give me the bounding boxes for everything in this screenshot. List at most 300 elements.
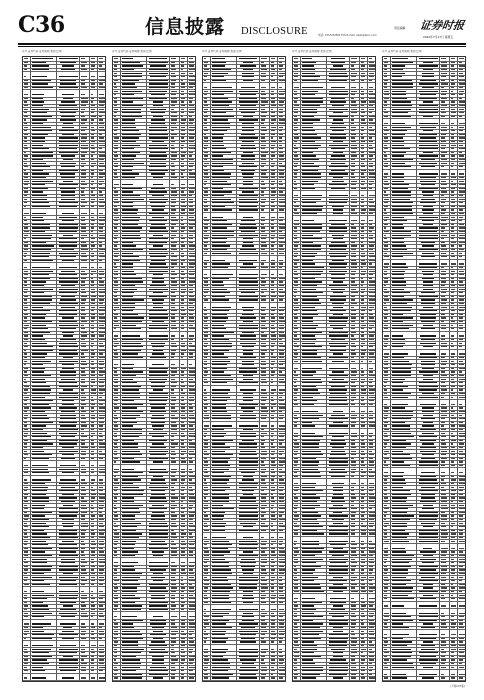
table-cell-text <box>181 670 184 671</box>
table-cell-text <box>331 148 345 149</box>
table-cell-text <box>294 87 299 88</box>
table-cell-text <box>91 224 94 225</box>
table-cell-text <box>122 397 140 398</box>
table-cell-text <box>24 515 29 516</box>
table-cell-text <box>81 217 85 218</box>
table-cell-text <box>91 217 94 218</box>
table-cell-text <box>279 559 285 560</box>
table-cell-text <box>32 303 50 304</box>
table-cell-text <box>114 98 117 99</box>
table-cell-text <box>122 267 133 268</box>
table-cell-text <box>451 127 453 128</box>
table-cell-text <box>171 400 176 401</box>
table-cell-text <box>81 242 86 243</box>
table-cell-text <box>369 454 374 455</box>
table-cell-text <box>384 181 388 182</box>
table-cell-text <box>239 548 258 549</box>
table-cell-text <box>243 152 254 153</box>
table-cell-text <box>151 343 166 344</box>
table-cell-text <box>91 235 93 236</box>
table-cell-text <box>239 508 256 509</box>
table-cell-text <box>24 533 27 534</box>
table-cell-text <box>181 314 186 315</box>
table-cell-text <box>212 209 232 210</box>
table-cell-text <box>351 634 355 635</box>
table-cell-text <box>369 274 373 275</box>
table-cell-text <box>369 155 373 156</box>
table-cell-text <box>271 116 275 117</box>
table-cell-text <box>189 274 194 275</box>
table-cell-text <box>294 224 299 225</box>
table-cell-text <box>59 382 78 383</box>
table-cell-text <box>60 609 77 610</box>
table-cell-text <box>419 58 438 59</box>
table-cell-text <box>369 314 373 315</box>
table-cell-text <box>59 569 78 570</box>
table-cell-text <box>24 616 28 617</box>
table-cell-text <box>451 65 454 66</box>
table-cell-text <box>171 137 174 138</box>
table-cell-text <box>212 91 233 92</box>
table-cell-text <box>302 584 320 585</box>
table-cell-text <box>152 656 165 657</box>
table-cell-text <box>99 551 104 552</box>
table-cell-text <box>24 249 28 250</box>
table-cell-text <box>204 346 207 347</box>
table-cell-text <box>351 152 356 153</box>
table-cell-text <box>122 249 143 250</box>
table-cell-text <box>369 587 375 588</box>
table-cell-text <box>451 191 454 192</box>
table-cell-text <box>99 483 103 484</box>
table-cell-text <box>149 335 168 336</box>
table-cell-text <box>441 87 444 88</box>
table-cell-text <box>99 249 105 250</box>
table-cell-text <box>369 202 374 203</box>
table-cell-text <box>204 62 208 63</box>
table-cell-text <box>122 411 143 412</box>
table-cell-text <box>189 458 192 459</box>
table-cell-text <box>261 328 267 329</box>
table-cell-text <box>99 415 105 416</box>
table-cell-text <box>24 490 27 491</box>
table-cell-text <box>212 249 227 250</box>
table-cell-text <box>271 429 274 430</box>
table-cell-text <box>204 674 208 675</box>
table-cell-text <box>189 80 196 81</box>
table-cell-text <box>204 569 208 570</box>
table-cell-text <box>261 523 265 524</box>
table-cell-text <box>59 659 78 660</box>
table-cell-text <box>279 296 284 297</box>
table-cell-text <box>81 188 85 189</box>
table-cell-text <box>261 454 267 455</box>
table-cell-text <box>271 361 275 362</box>
table-cell-text <box>63 235 73 236</box>
table-cell-text <box>302 659 313 660</box>
table-cell-text <box>333 422 342 423</box>
table-cell-text <box>181 537 184 538</box>
table-cell-text <box>91 530 94 531</box>
table-cell-text <box>122 620 143 621</box>
table-cell-text <box>91 335 95 336</box>
table-cell-text <box>279 350 284 351</box>
table-cell-text <box>294 281 298 282</box>
table-cell-text <box>330 350 346 351</box>
table-cell-text <box>99 541 104 542</box>
table-cell-text <box>114 163 118 164</box>
table-cell-text <box>302 285 317 286</box>
table-cell-text <box>271 555 276 556</box>
table-cell-text <box>392 177 404 178</box>
table-cell-text <box>189 620 194 621</box>
table-cell-text <box>212 573 232 574</box>
table-cell-text <box>369 422 375 423</box>
table-cell-text <box>392 65 405 66</box>
table-cell-text <box>204 209 208 210</box>
table-cell-text <box>81 357 85 358</box>
table-cell-text <box>81 659 84 660</box>
table-cell-text <box>24 638 26 639</box>
table-cell-text <box>261 573 267 574</box>
table-cell-text <box>99 119 103 120</box>
table-cell-text <box>212 134 224 135</box>
table-cell-text <box>279 274 283 275</box>
table-cell-text <box>212 602 231 603</box>
table-cell-text <box>243 263 254 264</box>
table-cell-text <box>171 87 175 88</box>
table-cell-text <box>91 127 94 128</box>
table-cell-text <box>81 166 84 167</box>
table-cell-text <box>459 195 463 196</box>
table-cell-text <box>32 551 45 552</box>
table-cell-text <box>240 339 257 340</box>
table-cell-text <box>122 371 143 372</box>
table-cell-text <box>279 454 282 455</box>
table-cell-text <box>91 569 94 570</box>
table-cell-text <box>302 591 324 592</box>
table-cell-text <box>171 523 176 524</box>
table-cell-text <box>32 602 43 603</box>
table-cell-text <box>122 609 141 610</box>
table-cell-text <box>384 227 386 228</box>
table-cell-text <box>279 130 282 131</box>
table-cell-text <box>351 224 354 225</box>
table-cell-text <box>59 343 77 344</box>
table-cell-text <box>361 361 363 362</box>
table-cell-text <box>91 123 93 124</box>
table-cell-text <box>32 163 46 164</box>
table-cell-text <box>114 123 118 124</box>
table-cell-text <box>294 98 298 99</box>
table-cell-text <box>181 83 185 84</box>
table-cell-text <box>181 407 185 408</box>
table-cell-text <box>420 177 437 178</box>
table-cell-text <box>91 296 96 297</box>
table-cell-text <box>459 91 464 92</box>
table-cell-text <box>361 677 365 678</box>
table-cell-text <box>122 382 137 383</box>
table-cell-text <box>81 541 84 542</box>
table-cell-text <box>171 418 178 419</box>
table-cell-text <box>81 530 86 531</box>
table-cell-text <box>181 335 184 336</box>
table-cell-text <box>204 526 208 527</box>
table-cell-text <box>181 368 186 369</box>
table-cell-text <box>24 677 27 678</box>
table-cell-text <box>279 91 285 92</box>
table-cell-text <box>239 188 258 189</box>
table-cell-text <box>212 490 225 491</box>
table-cell-text <box>329 332 348 333</box>
table-cell-text <box>114 659 116 660</box>
table-cell-text <box>63 627 72 628</box>
table-cell-text <box>330 310 347 311</box>
table-cell-text <box>150 109 166 110</box>
table-cell-text <box>122 472 143 473</box>
table-cell-text <box>361 433 364 434</box>
table-cell-text <box>302 145 321 146</box>
table-cell-text <box>331 242 345 243</box>
table-cell-text <box>261 641 266 642</box>
table-cell-text <box>153 638 162 639</box>
table-cell-text <box>271 123 274 124</box>
table-cell-text <box>279 227 285 228</box>
table-cell-text <box>271 274 274 275</box>
table-cell-text <box>81 62 87 63</box>
table-cell-text <box>294 645 299 646</box>
table-cell-text <box>171 526 177 527</box>
table-cell-text <box>271 184 274 185</box>
table-cell-text <box>99 523 103 524</box>
table-cell-text <box>32 483 45 484</box>
table-cell-text <box>351 469 356 470</box>
table-cell-text <box>204 566 208 567</box>
table-cell-text <box>204 580 209 581</box>
table-cell-text <box>279 598 285 599</box>
table-cell-text <box>351 325 355 326</box>
table-cell-text <box>91 494 96 495</box>
table-cell-text <box>392 73 405 74</box>
table-cell-text <box>114 469 119 470</box>
table-cell-text <box>181 555 185 556</box>
table-cell-text <box>91 508 94 509</box>
table-cell-text <box>212 274 233 275</box>
table-cell-text <box>441 105 447 106</box>
table-cell-text <box>24 551 28 552</box>
table-cell-text <box>239 425 258 426</box>
table-cell-text <box>122 317 144 318</box>
table-cell-text <box>114 670 118 671</box>
table-cell-text <box>24 170 26 171</box>
table-cell-text <box>261 227 265 228</box>
table-cell-text <box>24 634 27 635</box>
table-cell-text <box>91 314 95 315</box>
table-cell-text <box>181 544 186 545</box>
table-cell-text <box>279 209 284 210</box>
table-cell-text <box>91 159 94 160</box>
table-cell-text <box>294 141 297 142</box>
table-cell-text <box>32 130 52 131</box>
table-cell-text <box>212 530 225 531</box>
table-cell-text <box>239 274 258 275</box>
table-cell-text <box>24 443 27 444</box>
table-cell-text <box>361 386 364 387</box>
table-cell-text <box>271 631 275 632</box>
table-cell-text <box>302 278 315 279</box>
table-cell-text <box>212 217 223 218</box>
table-cell-text <box>294 303 298 304</box>
table-cell-text <box>171 195 177 196</box>
table-cell-text <box>351 159 355 160</box>
table-cell-text <box>24 353 27 354</box>
table-cell-text <box>369 440 373 441</box>
table-cell-text <box>99 274 104 275</box>
table-cell-text <box>204 159 207 160</box>
table-cell-text <box>361 91 364 92</box>
table-cell-text <box>351 350 355 351</box>
table-cell-text <box>150 152 166 153</box>
table-cell-text <box>441 217 448 218</box>
table-cell-text <box>204 418 209 419</box>
table-cell-text <box>189 317 194 318</box>
table-cell-text <box>24 69 27 70</box>
table-cell-text <box>294 263 297 264</box>
table-cell-text <box>181 501 183 502</box>
table-cell-text <box>91 245 95 246</box>
table-cell-text <box>361 134 363 135</box>
table-cell-text <box>99 602 105 603</box>
table-cell-text <box>181 350 186 351</box>
table-cell-text <box>99 328 105 329</box>
table-cell-text <box>189 418 195 419</box>
table-cell-text <box>351 400 354 401</box>
table-cell-text <box>279 515 282 516</box>
table-cell-text <box>24 325 29 326</box>
table-cell-text <box>181 116 183 117</box>
table-cell-text <box>91 515 95 516</box>
table-cell-text <box>369 656 374 657</box>
table-cell-text <box>212 638 228 639</box>
table-cell-text <box>204 530 209 531</box>
table-cell-text <box>261 69 267 70</box>
table-cell-text <box>271 505 274 506</box>
table-cell-text <box>59 130 78 131</box>
table-cell-text <box>271 58 275 59</box>
table-cell-text <box>24 389 28 390</box>
table-cell-text <box>91 382 95 383</box>
table-cell-text <box>204 260 209 261</box>
table-cell-text <box>122 393 140 394</box>
table-cell-text <box>171 587 177 588</box>
table-cell-text <box>271 220 274 221</box>
table-cell-text <box>271 512 275 513</box>
table-cell-text <box>114 267 117 268</box>
table-cell-text <box>32 523 46 524</box>
table-cell-text <box>419 188 438 189</box>
table-cell-text <box>81 253 86 254</box>
table-cell-text <box>114 188 116 189</box>
table-cell-text <box>114 494 118 495</box>
table-cell-text <box>361 573 364 574</box>
table-cell-text <box>181 497 185 498</box>
table-cell-text <box>212 404 226 405</box>
table-cell-text <box>61 271 74 272</box>
table-cell-text <box>32 159 43 160</box>
table-cell-text <box>81 69 87 70</box>
table-cell-text <box>351 530 355 531</box>
table-cell-text <box>302 62 316 63</box>
table-cell-text <box>302 375 313 376</box>
table-cell-text <box>99 130 105 131</box>
table-cell-text <box>181 238 185 239</box>
table-cell-text <box>351 361 355 362</box>
table-cell-text <box>189 623 195 624</box>
table-cell-text <box>423 62 433 63</box>
table-cell-text <box>261 382 267 383</box>
table-cell-text <box>151 206 166 207</box>
table-cell-text <box>261 184 265 185</box>
table-cell-text <box>271 375 274 376</box>
table-cell-text <box>171 364 175 365</box>
table-cell-text <box>171 638 176 639</box>
table-cell-text <box>99 591 103 592</box>
table-cell-text <box>171 371 177 372</box>
table-cell-text <box>204 206 208 207</box>
table-cell-text <box>369 307 374 308</box>
table-cell-text <box>99 173 105 174</box>
table-cell-text <box>99 134 102 135</box>
table-cell-text <box>91 105 95 106</box>
table-column-4 <box>292 50 376 682</box>
table-cell-text <box>99 440 103 441</box>
table-cell-text <box>91 433 95 434</box>
table-cell-text <box>261 317 265 318</box>
table-cell-text <box>242 123 254 124</box>
table-cell-text <box>32 515 45 516</box>
table-cell-text <box>261 487 267 488</box>
table-cell-text <box>330 454 346 455</box>
table-cell-text <box>171 245 176 246</box>
table-cell-text <box>204 656 208 657</box>
table-cell-text <box>91 177 93 178</box>
table-cell-text <box>122 177 135 178</box>
table-cell-text <box>279 80 285 81</box>
table-cell-text <box>294 677 297 678</box>
table-cell-text <box>261 407 267 408</box>
table-cell-text <box>261 591 265 592</box>
table-cell-text <box>114 299 118 300</box>
table-cell-text <box>369 613 374 614</box>
table-cell-text <box>171 242 177 243</box>
table-cell-text <box>59 321 78 322</box>
table-cell-text <box>302 515 321 516</box>
table-cell-text <box>294 296 296 297</box>
table-cell-text <box>181 541 185 542</box>
table-cell-text <box>441 137 445 138</box>
table-cell-text <box>329 389 347 390</box>
table-cell-text <box>204 58 206 59</box>
table-cell-text <box>294 663 297 664</box>
table-cell-text <box>239 447 257 448</box>
table-cell-text <box>302 472 320 473</box>
table-cell-text <box>294 256 297 257</box>
table-cell-text <box>294 314 297 315</box>
table-cell-text <box>114 281 118 282</box>
table-cell-text <box>279 415 284 416</box>
table-cell-text <box>361 253 365 254</box>
table-cell-text <box>279 335 285 336</box>
